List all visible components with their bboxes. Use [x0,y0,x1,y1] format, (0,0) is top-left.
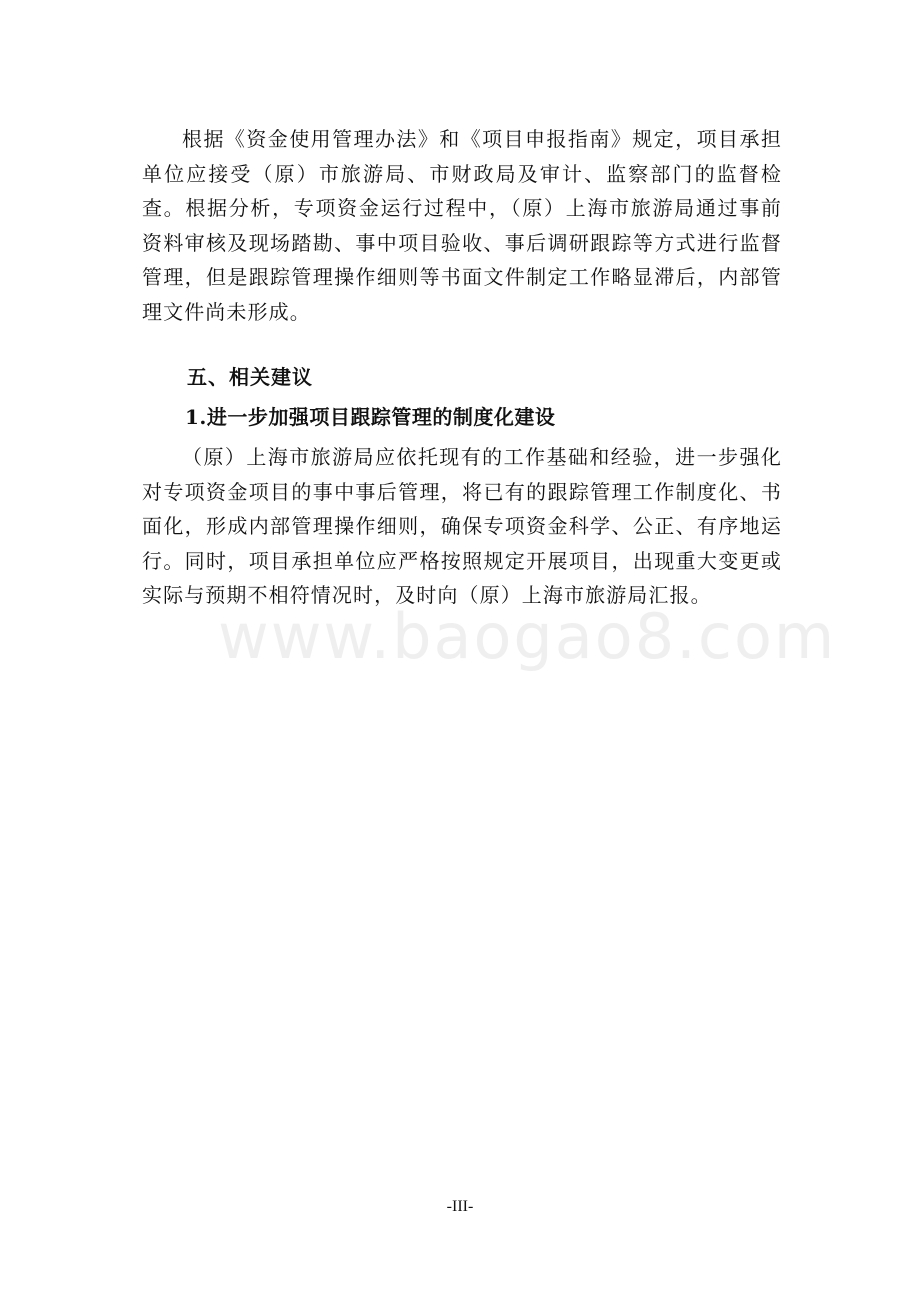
subsection-heading: 1.进一步加强项目跟踪管理的制度化建设 [185,405,556,429]
watermark-text: www.baogao8.com [218,600,837,673]
section-heading: 五、相关建议 [187,365,313,389]
body-paragraph-2: （原）上海市旅游局应依托现有的工作基础和经验，进一步强化对专项资金项目的事中事后管理，将已有的跟踪管理工作制度化、书面化，形成内部管理操作细则，确保专项资金科学、公正、有序地运行。同时，项目承担单位应严格按照规定开展项目，出现重大变更或实际与预期不相符情况时，及时向（原）上海市旅游局汇报。 [142,445,782,607]
body-paragraph-1: 根据《资金使用管理办法》和《项目申报指南》规定，项目承担单位应接受（原）市旅游局、市财政局及审计、监察部门的监督检查。根据分析，专项资金运行过程中，（原）上海市旅游局通过事前资料审核及现场踏勘、事中项目验收、事后调研跟踪等方式进行监督管理，但是跟踪管理操作细则等书面文件制定工作略显滞后，内部管理文件尚未形成。 [142,127,782,324]
page-number: -III- [446,1198,474,1215]
